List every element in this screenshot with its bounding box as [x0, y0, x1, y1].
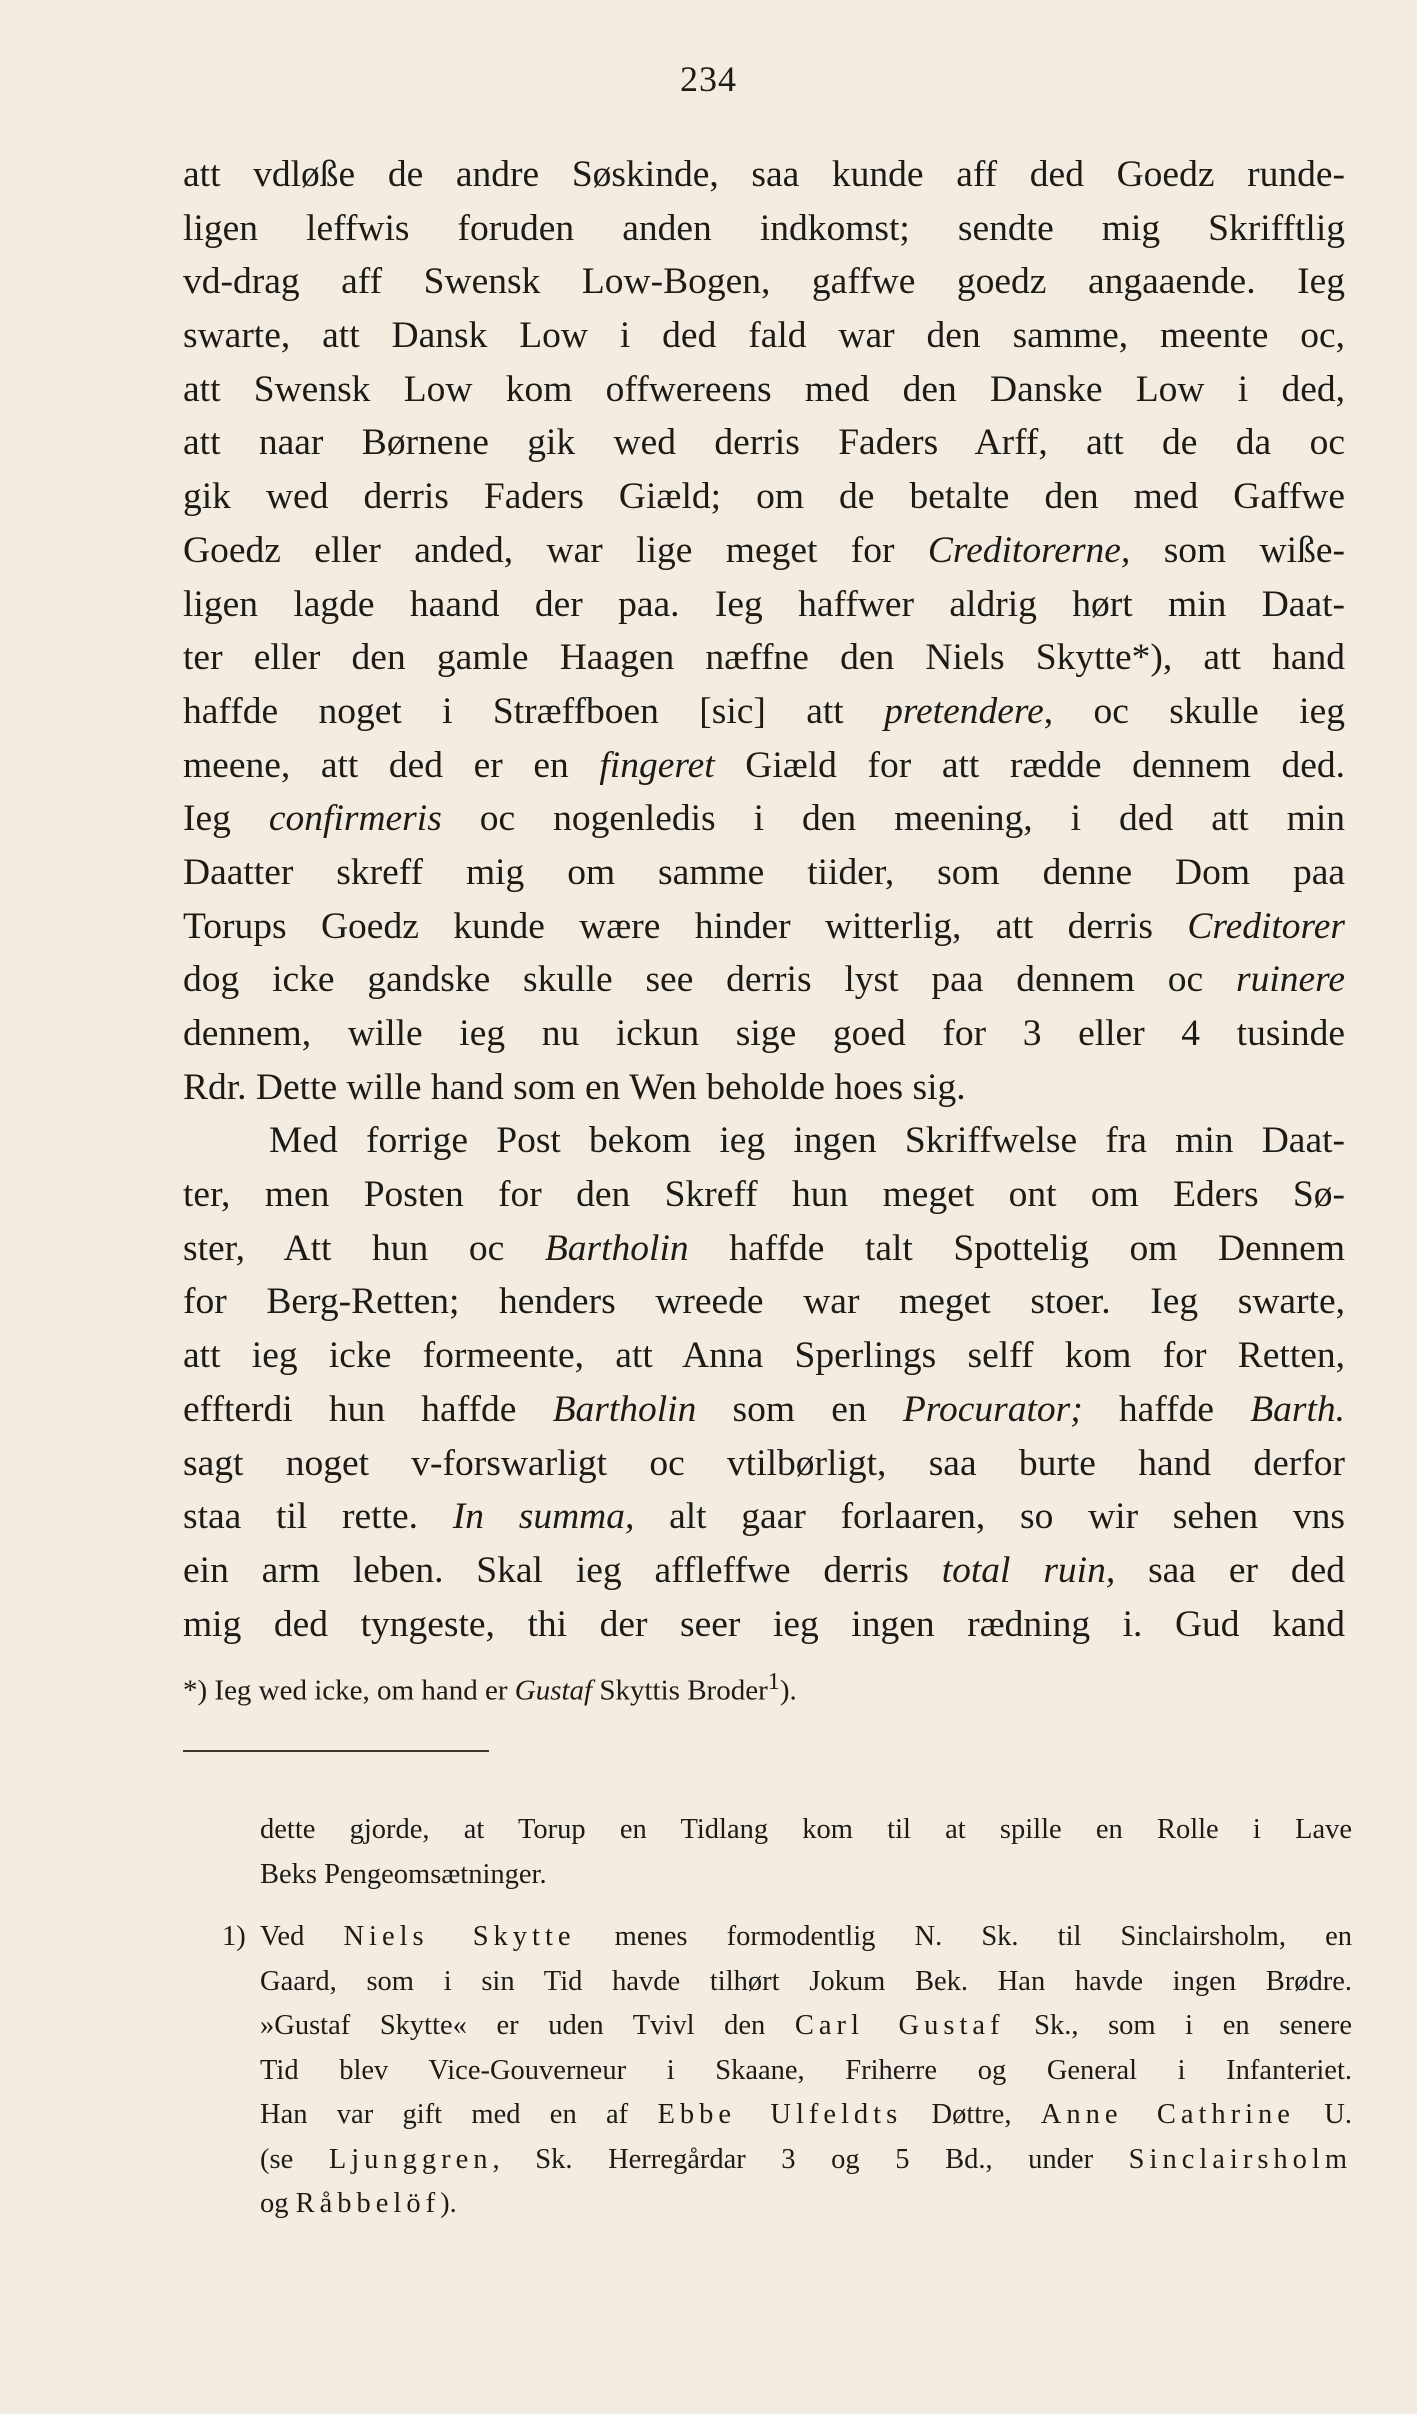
text-line: ter, men Posten for den Skreff hun meget ont om Eders Sø- — [183, 1174, 1345, 1216]
note-line: (se Ljunggren, Sk. Herregårdar 3 og 5 Bd., under Sinclairsholm — [260, 2143, 1352, 2175]
note-marker: 1) — [222, 1921, 246, 1952]
text-line: dennem, wille ieg nu ickun sige goed for 3 eller 4 tusinde — [183, 1013, 1345, 1054]
editor-notes — [222, 1808, 1352, 2227]
italic-term: pretendere — [884, 690, 1044, 732]
text-line: haffde noget i Stræffboen [sic] att pretendere, oc skulle ieg — [183, 690, 1345, 732]
italic-term: In summa, — [452, 1496, 635, 1538]
text-line: Torups Goedz kunde wære hinder witterlig, att derris Creditorer — [183, 905, 1345, 947]
note-line: Gaard, som i sin Tid havde tilhørt Jokum Bek. Han havde ingen Brødre. — [260, 1965, 1352, 1997]
text-line: meene, att ded er en fingeret Giæld for att rædde dennem ded. — [183, 744, 1345, 786]
italic-term: Procurator; — [902, 1388, 1083, 1430]
text-line: ter eller den gamle Haagen næffne den Niels Skytte*), att hand — [183, 637, 1345, 679]
text-line: Rdr. Dette wille hand som en Wen beholde hoes sig. — [183, 1066, 966, 1108]
text-line: ein arm leben. Skal ieg affleffwe derris total ruin, saa er ded — [183, 1549, 1345, 1591]
text-line: gik wed derris Faders Giæld; om de betalte den med Gaffwe — [183, 476, 1345, 518]
spaced-name: Ebbe Ulfeldts — [657, 2099, 903, 2130]
text-line: sagt noget v-forswarligt oc vtilbørligt, saa burte hand derfor — [183, 1442, 1345, 1484]
note-line: Beks Pengeomsætninger. — [260, 1858, 547, 1890]
text-line: Ieg confirmeris oc nogenledis i den meening, i ded att min — [183, 798, 1345, 840]
italic-term: Gustaf — [514, 1674, 593, 1707]
spaced-name: Niels Skytte — [343, 1921, 576, 1952]
note-gap — [260, 1897, 1352, 1915]
spaced-name: Anne Cathrine — [1040, 2099, 1295, 2130]
text-line: Goedz eller anded, war lige meget for Creditorerne, som wiße- — [183, 529, 1345, 571]
italic-term: Creditorer — [1187, 905, 1345, 947]
note-line: Han var gift med en af Ebbe Ulfeldts Døttre, Anne Cathrine U. — [260, 2099, 1352, 2130]
italic-term: fingeret — [599, 744, 715, 786]
spaced-name: Sinclairsholm — [1128, 2143, 1352, 2175]
italic-term: ruinere — [1235, 959, 1345, 1001]
footnote-divider — [183, 1750, 489, 1752]
note-line: og Råbbelöf). — [260, 2188, 457, 2219]
spaced-name: Carl Gustaf — [794, 2010, 1005, 2041]
text-line: ligen lagde haand der paa. Ieg haffwer aldrig hørt min Daat- — [183, 583, 1345, 625]
text-line: att naar Børnene gik wed derris Faders Arff, att de da oc — [183, 422, 1345, 464]
text-line: staa til rette. In summa, alt gaar forlaaren, so wir sehen vns — [183, 1496, 1345, 1538]
italic-term: confirmeris — [268, 798, 442, 840]
note-line: dette gjorde, at Torup en Tidlang kom til at spille en Rolle i Lave — [260, 1814, 1352, 1845]
author-footnote: *) Ieg wed icke, om hand er Gustaf Skyttis Broder$^1$). — [183, 1668, 797, 1707]
text-line: swarte, att Dansk Low i ded fald war den samme, meente oc, — [183, 315, 1345, 357]
text-line: att ieg icke formeente, att Anna Sperlings selff kom for Retten, — [183, 1335, 1345, 1377]
text-line: mig ded tyngeste, thi der seer ieg ingen rædning i. Gud kand — [183, 1603, 1345, 1645]
italic-term: Creditorerne, — [927, 529, 1131, 571]
text-line: att vdløße de andre Søskinde, saa kunde aff ded Goedz runde- — [183, 154, 1345, 195]
note-line: Tid blev Vice-Gouverneur i Skaane, Friherre og General i Infanteriet. — [260, 2054, 1352, 2086]
italic-term: Bartholin — [552, 1388, 697, 1430]
italic-term: Bartholin — [544, 1227, 689, 1269]
spaced-name: Råbbelöf — [295, 2188, 441, 2219]
spaced-name: Ljunggren — [328, 2143, 493, 2175]
text-line: ster, Att hun oc Bartholin haffde talt Spottelig om Dennem — [183, 1227, 1345, 1269]
footnote-reference: 1 — [767, 1668, 780, 1695]
note-line: 1) Ved Niels Skytte menes formodentlig N. Sk. til Sinclairsholm, en — [260, 1915, 1352, 1960]
text-line: vd-drag aff Swensk Low-Bogen, gaffwe goedz angaaende. Ieg — [183, 261, 1345, 303]
text-line: ligen leffwis foruden anden indkomst; sendte mig Skrifftlig — [183, 207, 1345, 249]
text-line: Daatter skreff mig om samme tiider, som denne Dom paa — [183, 851, 1345, 893]
text-line: dog icke gandske skulle see derris lyst paa dennem oc ruinere — [183, 959, 1345, 1001]
text-line: for Berg-Retten; henders wreede war meget stoer. Ieg swarte, — [183, 1281, 1345, 1323]
paragraph-start-line: Med forrige Post bekom ieg ingen Skriffwelse fra min Daat- — [269, 1120, 1345, 1162]
main-text — [183, 148, 1345, 1651]
text-line: effterdi hun haffde Bartholin som en Procurator; haffde Barth. — [183, 1388, 1345, 1430]
note-line: »Gustaf Skytte« er uden Tvivl den Carl Gustaf Sk., som i en senere — [260, 2010, 1352, 2041]
italic-term: total ruin, — [941, 1549, 1116, 1591]
text-line: att Swensk Low kom offwereens med den Danske Low i ded, — [183, 368, 1345, 410]
italic-term: Barth. — [1250, 1388, 1345, 1430]
page-number: 234 — [680, 59, 737, 99]
